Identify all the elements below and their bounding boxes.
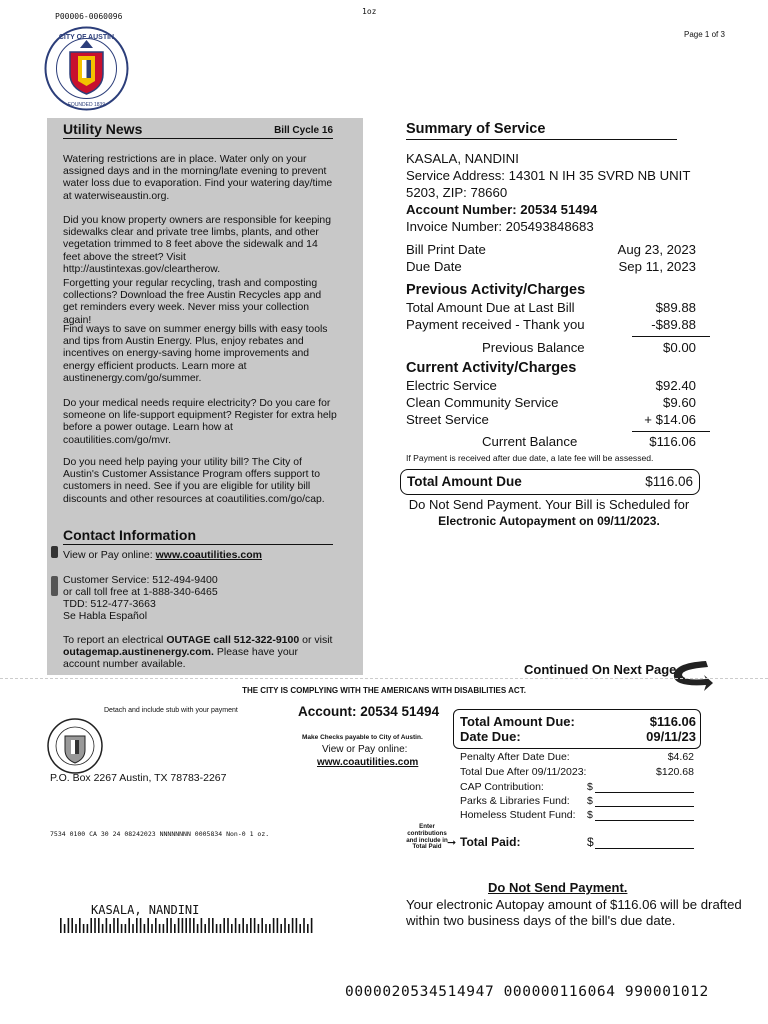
outage-text: Please have your account number available. <box>63 646 298 670</box>
barcode-bar <box>170 918 172 933</box>
barcode-bar <box>220 924 222 933</box>
micr-line: 000002053451494​7 000000116064 990001012 <box>345 984 709 1000</box>
continued-label: Continued On Next Page <box>524 662 677 677</box>
street-label: Street Service <box>406 412 489 427</box>
barcode-bar <box>216 924 218 933</box>
bill-print-date-row <box>406 242 696 259</box>
penalty-label: Penalty After Date Due: <box>460 751 570 763</box>
bill-cycle: Bill Cycle 16 <box>274 125 333 136</box>
barcode-bar <box>292 918 294 933</box>
previous-balance-label: Previous Balance <box>482 340 585 355</box>
total-after-row <box>460 766 694 780</box>
autopay-date-line: Electronic Autopayment on 09/11/2023. <box>438 514 660 528</box>
outage-text: or visit <box>299 634 333 646</box>
stub-total-amount: $116.06 <box>649 714 696 729</box>
arrow-right-icon: ➞ <box>447 837 457 849</box>
homeless-fund-row[interactable] <box>460 809 694 823</box>
street-amount: + $14.06 <box>644 412 696 427</box>
news-paragraph: Did you know property owners are responsible for keeping sidewalks clear and private tree limbs, plants, and other vegetation trimmed to 8 feet above the sidewalk and 14 feet above the street? Visit http://austintexas.gov/cleartherow. <box>63 215 331 275</box>
cs-line: Customer Service: 512-494-9400 <box>63 574 218 586</box>
total-due-amount: $116.06 <box>645 474 693 489</box>
barcode-bar <box>307 924 309 933</box>
barcode-bar <box>246 924 248 933</box>
electric-row <box>406 378 696 395</box>
print-date-label: Bill Print Date <box>406 242 486 257</box>
barcode-bar <box>64 924 66 933</box>
homeless-label: Homeless Student Fund: <box>460 809 576 821</box>
news-paragraph: Watering restrictions are in place. Water only on your assigned days and in the morning/late evening to prevent water loss due to evaporation. Find your watering day/time at waterwiseaustin.org. <box>63 154 333 202</box>
previous-activity-title: Previous Activity/Charges <box>406 282 586 298</box>
stub-date-due-label: Date Due: <box>460 729 521 744</box>
barcode-bar <box>197 924 199 933</box>
autopay-line: Do Not Send Payment. Your Bill is Scheduled for <box>408 497 690 512</box>
seal-text-top: CITY OF AUSTIN <box>58 34 115 41</box>
barcode-bar <box>83 924 85 933</box>
barcode-bar <box>140 918 142 933</box>
barcode-bar <box>79 918 81 933</box>
online-link[interactable]: www.coautilities.com <box>155 549 262 561</box>
due-date-row <box>406 259 696 276</box>
barcode-bar <box>68 918 70 933</box>
total-paid-label: Total Paid: <box>460 835 521 849</box>
barcode-bar <box>212 918 214 933</box>
city-seal-logo <box>44 26 129 111</box>
barcode-bar <box>284 918 286 933</box>
stub-total-box <box>453 709 701 749</box>
news-paragraph: Forgetting your regular recycling, trash and composting collections? Download the free Austin Recycles app and get reminders every week. Never miss your collection again! <box>63 278 322 326</box>
barcode-bar <box>277 918 279 933</box>
view-online-label: View or Pay online: <box>322 744 408 755</box>
postal-barcode <box>60 918 316 933</box>
total-after-amount: $120.68 <box>656 766 694 778</box>
stub-online-link[interactable]: www.coautilities.com <box>317 757 419 768</box>
cap-label: CAP Contribution: <box>460 781 544 793</box>
barcode-bar <box>178 918 180 933</box>
dollar-sign: $ <box>587 781 593 793</box>
phone-icon <box>51 576 58 596</box>
news-paragraph: Do your medical needs require electricity? Do you care for someone on life-support equipment? Register for extra help before a power outage. Learn how at coautilities.com/go/mvr. <box>63 398 337 446</box>
cap-amount-field[interactable] <box>595 792 694 793</box>
payment-amount: -$89.88 <box>651 317 696 332</box>
barcode-bar <box>239 924 241 933</box>
barcode-bar <box>261 918 263 933</box>
barcode-bar <box>121 924 123 933</box>
scan-line: 7534 0100 CA 30 24 08242023 NNNNNNNN 0005834 Non-0 1 oz. <box>50 830 270 838</box>
barcode-bar <box>299 924 301 933</box>
customer-name: KASALA, NANDINI <box>406 151 519 166</box>
payable-note: Make Checks payable to City of Austin. <box>302 734 423 741</box>
current-balance-label: Current Balance <box>482 434 578 449</box>
barcode-bar <box>235 918 237 933</box>
barcode-bar <box>204 924 206 933</box>
barcode-bar <box>166 918 168 933</box>
cap-contribution-row[interactable] <box>460 781 694 795</box>
computer-icon <box>51 546 58 558</box>
perforation-line <box>0 678 768 679</box>
total-paid-field[interactable] <box>595 848 694 849</box>
payment-row <box>406 317 696 334</box>
total-after-label: Total Due After 09/11/2023: <box>460 766 587 778</box>
tdd-line: TDD: 512-477-3663 <box>63 598 156 610</box>
autopay-notice <box>400 497 698 529</box>
barcode-bar <box>227 918 229 933</box>
barcode-bar <box>75 924 77 933</box>
barcode-bar <box>71 918 73 933</box>
street-row <box>406 412 696 429</box>
dollar-sign: $ <box>587 809 593 821</box>
current-balance: $116.06 <box>649 434 696 449</box>
penalty-row <box>460 751 694 765</box>
service-address: Service Address: 14301 N IH 35 SVRD NB UNIT <box>406 168 691 183</box>
outage-text: To report an electrical <box>63 634 167 646</box>
barcode-bar <box>151 924 153 933</box>
utility-news-header <box>63 121 333 139</box>
barcode-bar <box>296 918 298 933</box>
barcode-bar <box>311 918 313 933</box>
mailing-name: KASALA, NANDINI <box>91 903 200 917</box>
barcode-bar <box>98 918 100 933</box>
barcode-bar <box>132 924 134 933</box>
previous-balance: $0.00 <box>662 340 696 355</box>
online-label: View or Pay online: <box>63 549 156 561</box>
dollar-sign: $ <box>587 795 593 807</box>
account-number: Account Number: 20534 51494 <box>406 202 598 217</box>
homeless-amount-field[interactable] <box>595 820 694 821</box>
electric-label: Electric Service <box>406 378 497 393</box>
barcode-bar <box>102 924 104 933</box>
barcode-bar <box>242 918 244 933</box>
barcode-bar <box>90 918 92 933</box>
barcode-bar <box>231 924 233 933</box>
utility-news-title: Utility News <box>63 121 143 137</box>
seal-text-bottom: FOUNDED 1839 <box>67 102 106 108</box>
electric-amount: $92.40 <box>655 378 696 393</box>
barcode-bar <box>94 918 96 933</box>
due-date-label: Due Date <box>406 259 462 274</box>
barcode-bar <box>128 918 130 933</box>
ada-notice: THE CITY IS COMPLYING WITH THE AMERICANS WITH DISABILITIES ACT. <box>242 686 526 695</box>
detach-note: Detach and include stub with your payment <box>104 707 238 714</box>
barcode-bar <box>265 924 267 933</box>
barcode-bar <box>125 924 127 933</box>
cs-line: or call toll free at 1-888-340-6465 <box>63 586 218 598</box>
spanish-line: Se Habla Español <box>63 610 148 622</box>
barcode-bar <box>113 918 115 933</box>
clean-label: Clean Community Service <box>406 395 559 410</box>
barcode-bar <box>303 918 305 933</box>
clean-community-row <box>406 395 696 412</box>
barcode-bar <box>159 924 161 933</box>
city-seal-small-logo <box>47 718 103 774</box>
barcode-bar <box>208 918 210 933</box>
news-paragraph: Find ways to save on summer energy bills with easy tools and tips from Austin Energy. Plus, enjoy rebates and incentives on energy-saving home improvements and energy efficient products. Learn more at austinenergy.com/go/summer. <box>63 324 328 384</box>
clean-amount: $9.60 <box>662 395 696 410</box>
weight-label: 1oz <box>362 7 377 16</box>
contact-title: Contact Information <box>63 527 333 545</box>
barcode-bar <box>273 918 275 933</box>
no-send-line: Your electronic Autopay amount of $116.06 will be drafted <box>406 897 742 912</box>
barcode-bar <box>60 918 62 933</box>
barcode-bar <box>174 924 176 933</box>
barcode-bar <box>163 924 165 933</box>
no-send-title: Do Not Send Payment. <box>488 880 628 895</box>
print-date: Aug 23, 2023 <box>617 242 696 257</box>
last-bill-amount: $89.88 <box>655 300 696 315</box>
barcode-bar <box>117 918 119 933</box>
enter-contributions-note: Enter contributions and include in Total Paid <box>406 823 448 851</box>
barcode-bar <box>288 924 290 933</box>
barcode-bar <box>185 918 187 933</box>
barcode-bar <box>147 918 149 933</box>
late-fee-note: If Payment is received after due date, a late fee will be assessed. <box>406 453 654 463</box>
barcode-bar <box>201 918 203 933</box>
service-address-zip: 5203, ZIP: 78660 <box>406 185 508 200</box>
outage-link[interactable]: outagemap.austinenergy.com. <box>63 646 214 658</box>
stub-total-label: Total Amount Due: <box>460 714 575 729</box>
po-box: P.O. Box 2267 Austin, TX 78783-2267 <box>50 772 227 784</box>
barcode-bar <box>136 918 138 933</box>
stub-account: Account: 20534 51494 <box>298 704 440 719</box>
barcode-bar <box>223 918 225 933</box>
last-bill-label: Total Amount Due at Last Bill <box>406 300 575 315</box>
no-send-text <box>406 897 742 929</box>
barcode-bar <box>144 924 146 933</box>
divider <box>632 431 710 432</box>
utility-news-panel <box>47 118 363 675</box>
parks-label: Parks & Libraries Fund: <box>460 795 570 807</box>
total-due-label: Total Amount Due <box>407 474 522 489</box>
barcode-bar <box>182 918 184 933</box>
penalty-amount: $4.62 <box>667 751 694 763</box>
no-send-line: within two business days of the bill's due date. <box>406 913 676 928</box>
last-bill-row <box>406 300 696 317</box>
barcode-bar <box>87 924 89 933</box>
barcode-bar <box>155 918 157 933</box>
barcode-bar <box>250 918 252 933</box>
dollar-sign: $ <box>587 835 594 849</box>
barcode-bar <box>254 918 256 933</box>
news-paragraph: Do you need help paying your utility bill? The City of Austin's Customer Assistance Program offers support to customers in need. See if you are eligible for utility bill discounts and other resources at coautilities.com/go/cap. <box>63 457 325 505</box>
due-date: Sep 11, 2023 <box>618 259 696 274</box>
total-amount-due-box <box>400 469 700 495</box>
page-number: Page 1 of 3 <box>684 30 725 39</box>
barcode-bar <box>109 924 111 933</box>
customer-service-block <box>63 574 218 622</box>
outage-phone: OUTAGE call 512-322-9100 <box>166 634 300 646</box>
parks-fund-row[interactable] <box>460 795 694 809</box>
invoice-number: Invoice Number: 205493848683 <box>406 219 594 234</box>
parks-amount-field[interactable] <box>595 806 694 807</box>
barcode-bar <box>269 924 271 933</box>
divider <box>632 336 710 337</box>
barcode-bar <box>106 918 108 933</box>
barcode-bar <box>189 918 191 933</box>
barcode-bar <box>193 918 195 933</box>
online-line <box>63 549 262 561</box>
current-activity-title: Current Activity/Charges <box>406 360 577 376</box>
total-paid-row[interactable] <box>460 835 694 851</box>
summary-title: Summary of Service <box>406 121 677 140</box>
payment-label: Payment received - Thank you <box>406 317 585 332</box>
outage-block <box>63 634 337 670</box>
stub-date-due: 09/11/23 <box>646 729 696 744</box>
barcode-bar <box>280 924 282 933</box>
barcode-bar <box>258 924 260 933</box>
document-code: P00006-0060096 <box>55 12 123 21</box>
